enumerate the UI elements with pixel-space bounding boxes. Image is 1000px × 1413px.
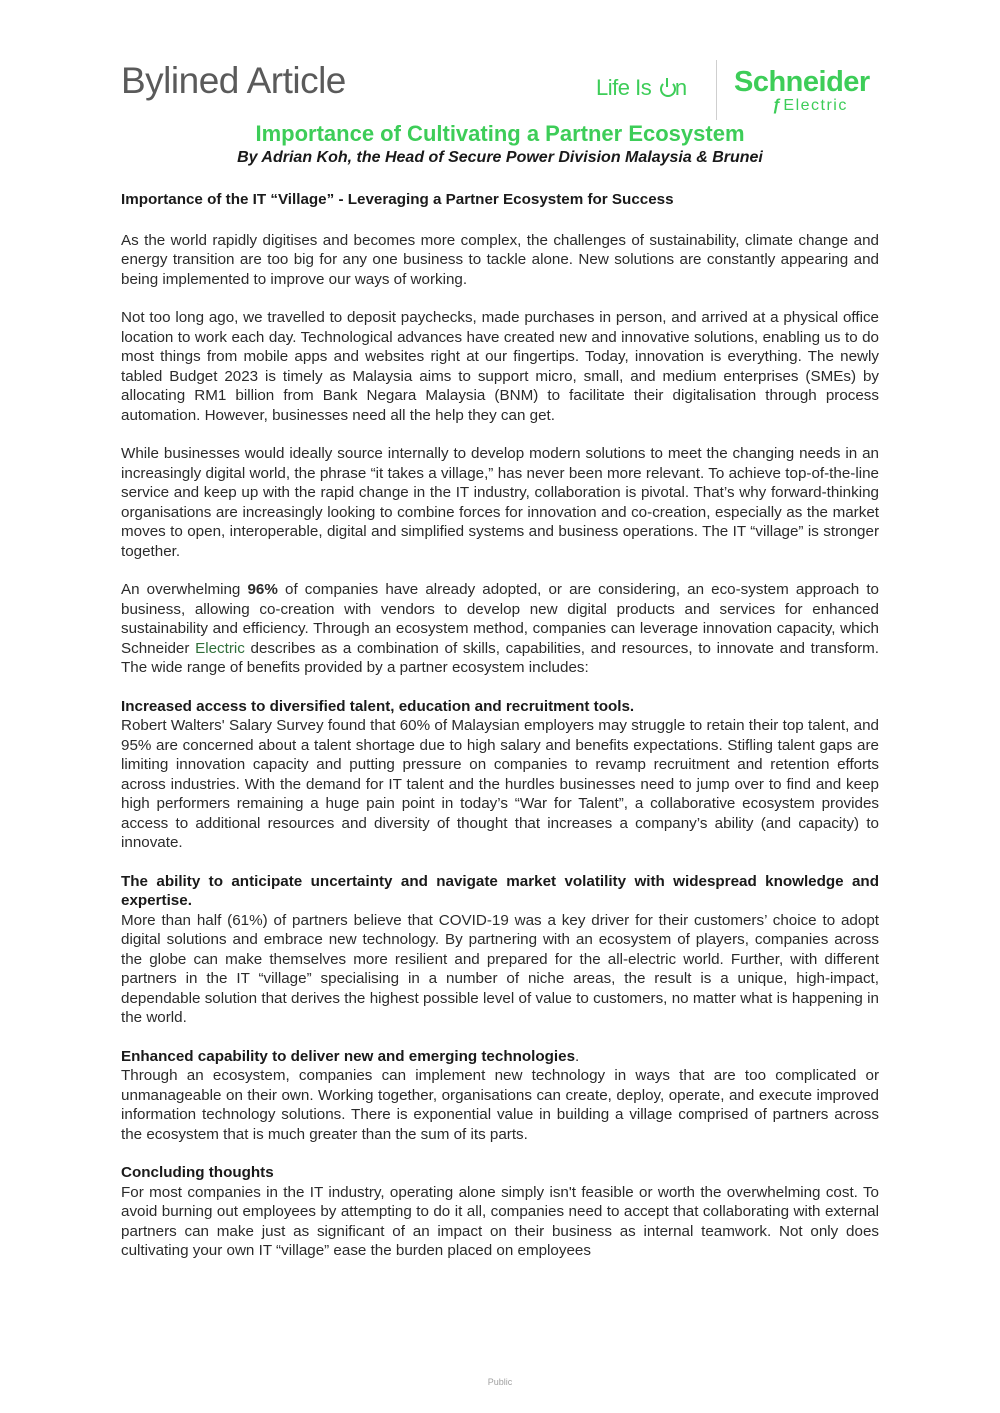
article-body [121,190,879,1261]
paragraph-2: Not too long ago, we travelled to deposit paychecks, made purchases in person, and arrived at a physical office location to work each day. Technological advances have created new and innovative solutions, enabling us to do most things from mobile apps and websites right at our fingertips. Today, innovation is everything. The newly tabled Budget 2023 is timely as Malaysia aims to support micro, small, and medium enterprises (SMEs) by allocating RM1 billion from Bank Negara Malaysia (BNM) to facilitate their digitalisation through process automation. However, businesses need all the help they can get. [121,309,879,424]
brand-logo-block [596,58,886,120]
section-heading-conclusion: Concluding thoughts [121,1164,274,1181]
power-icon [659,78,675,96]
paragraph-3: While businesses would ideally source internally to develop modern solutions to meet the changing needs in an increasingly digital world, the phrase “it takes a village,” has never been more relevant. To achieve top-of-the-line service and keep up with the rapid change in the IT industry, collaboration is pivotal. That’s why forward-thinking organisations are increasingly looking to combine forces for innovation and co-creation, especially as the market moves to open, interoperable, digital and simplified systems and business operations. The IT “village” is stronger together. [121,445,879,560]
paragraph-4-text-b: of companies have already adopted, or are considering, an eco-system approach to business, allowing co-creation with vendors to develop new digital products and services for enhanced sustainability and efficiency. Through an ecosystem method, companies can leverage innovation capacity, which Schneider [121,581,879,657]
section-heading-technologies: Enhanced capability to deliver new and emerging technologies [121,1047,576,1065]
brand-tagline [596,75,687,101]
article-byline: By Adrian Koh, the Head of Secure Power Division Malaysia & Brunei [237,149,763,166]
section-heading-uncertainty: The ability to anticipate uncertainty and navigate market volatility with widespread knowledge and expertise. [121,872,879,909]
article-title: Importance of Cultivating a Partner Ecosystem [255,121,745,146]
section-body-uncertainty: More than half (61%) of partners believe that COVID-19 was a key driver for their customers’ choice to adopt digital solutions and embrace new technology. By partnering with an ecosystem of players, companies across the globe can make themselves more resilient and prepared for the all-electric world. Further, with different partners in the IT “village” specialising in a number of niche areas, the result is a unique, high-impact, dependable solution that derives the highest possible level of value to customers, no matter what is happening in the world. [121,911,879,1026]
section-body-talent: Robert Walters' Salary Survey found that 60% of Malaysian employers may struggle to retain their top talent, and 95% are concerned about a talent shortage due to high salary and benefits expectations. Stifling talent gaps are limiting innovation capacity and putting pressure on companies to revamp recruitment and retention efforts across industries. With the demand for IT talent and the hurdles businesses need to jump over to find and keep high performers remaining a huge pain point in today’s “War for Talent”, a collaborative ecosystem provides access to additional resources and diversity of thought that increases a company’s ability (and capacity) to innovate. [121,717,879,851]
brand-subname [772,98,848,114]
section-body-technologies: Through an ecosystem, companies can implement new technology in ways that are too complicated or unmanageable on their own. Working together, organisations can create, deploy, operate, and execute improved information technology solutions. There is exponential value in building a village comprised of partners across the ecosystem that is much greater than the sum of its parts. [121,1067,879,1143]
tagline-suffix: n [674,75,687,100]
stat-highlight: 96% [247,581,278,598]
schneider-logo-icon: ƒ [772,97,783,114]
section-heading-talent: Increased access to diversified talent, education and recruitment tools. [121,697,635,715]
brand-name: Schneider [734,66,870,98]
brand-divider [716,60,717,120]
paragraph-4 [121,580,879,678]
section-heading-technologies-line [121,1047,879,1067]
paragraph-1: As the world rapidly digitises and becomes more complex, the challenges of sustainability, climate change and energy transition are too big for any one business to tackle alone. New solutions are constantly appearing and being implemented to improve our ways of working. [121,231,879,288]
tagline-prefix: Life Is [596,75,657,100]
section-body-conclusion: For most companies in the IT industry, operating alone simply isn't feasible or worth the overwhelming cost. To avoid burning out employees by attempting to do it all, companies need to accept that collaborating with external partners can make just as significant of an impact on their business as internal teamwork. Not only does cultivating your own IT “village” ease the burden placed on employees [121,1183,879,1259]
paragraph-4-text-c: describes as a combination of skills, capabilities, and resources, to innovate and transform. The wide range of benefits provided by a partner ecosystem includes: [121,639,880,676]
section-heading-suffix: . [575,1047,580,1065]
document-type-label: Bylined Article [121,60,346,101]
brand-subname-text: Electric [783,97,848,114]
brand-mention: Electric [195,639,245,657]
classification-label: Public [487,1377,513,1387]
paragraph-4-text-a: An overwhelming [121,581,248,598]
article-subtitle: Importance of the IT “Village” - Leveraging a Partner Ecosystem for Success [121,191,674,208]
